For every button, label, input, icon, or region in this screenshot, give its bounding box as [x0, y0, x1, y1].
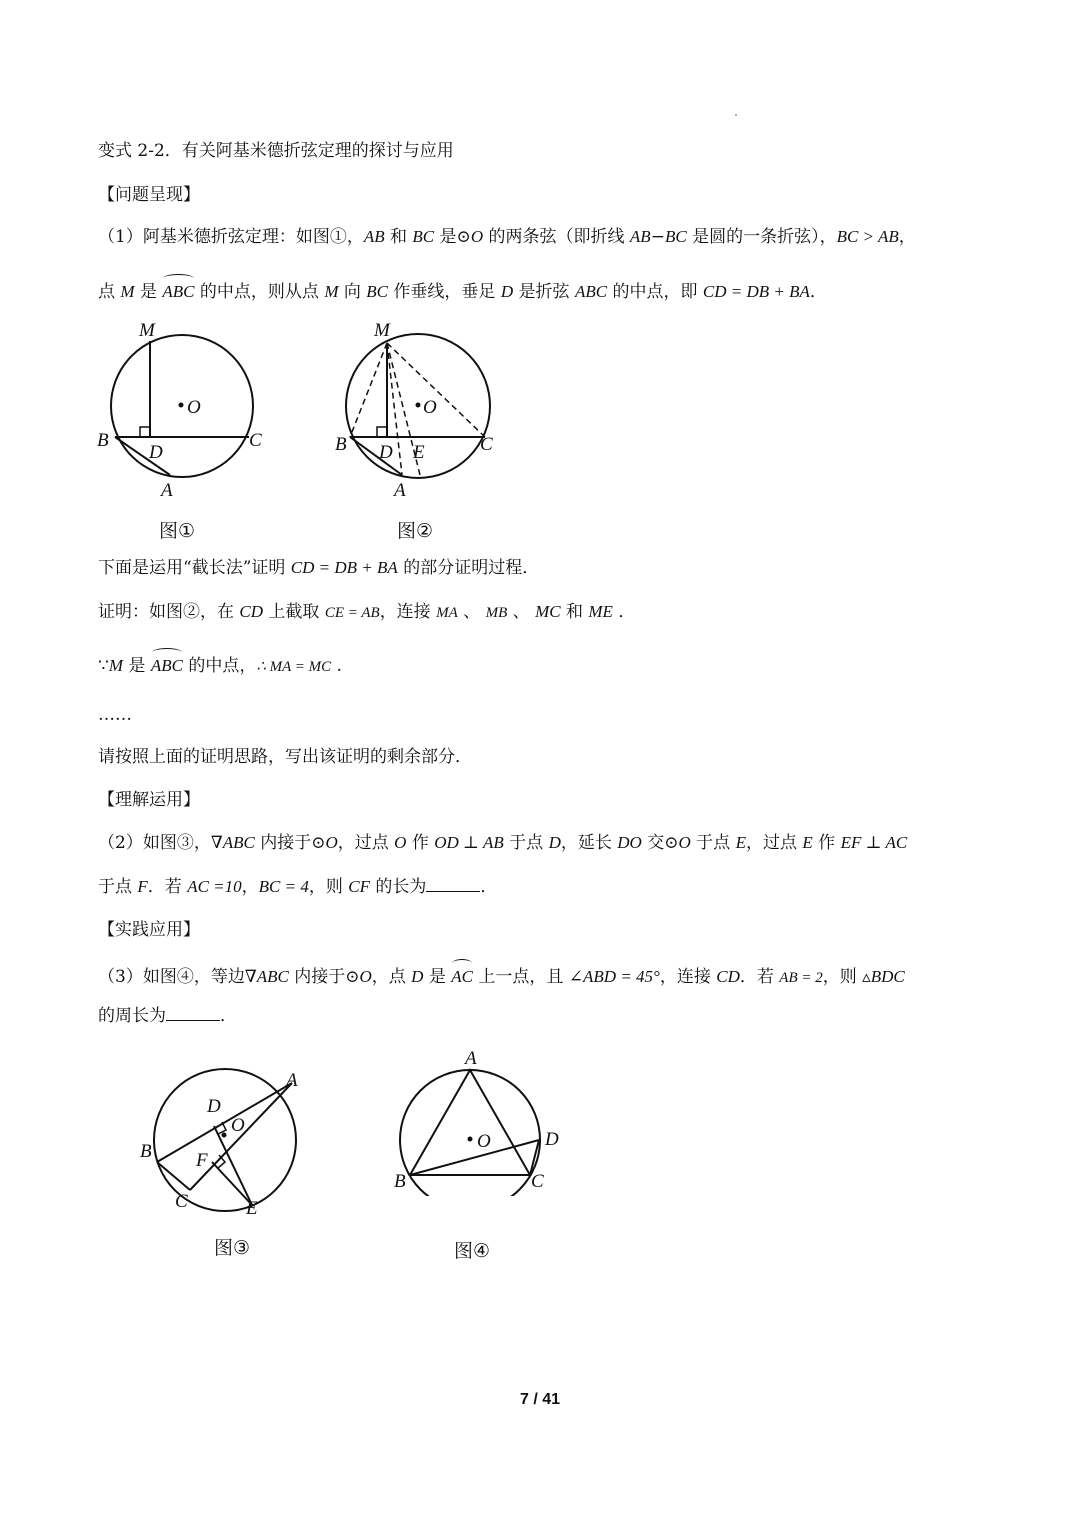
- fig1-label-m: M: [139, 320, 155, 341]
- fig3-label-a: A: [286, 1070, 298, 1091]
- fig4-label-c: C: [531, 1171, 544, 1192]
- paragraph-theorem: （1）阿基米德折弦定理：如图①，AB 和 BC 是⊙O 的两条弦（即折线 AB−BC 是圆的一条折弦），BC > AB，: [98, 227, 916, 247]
- fig1-label-c: C: [249, 430, 262, 451]
- fig3-circle: [154, 1069, 296, 1211]
- arc-abc-2: ABC: [151, 650, 183, 678]
- paragraph-question-2: （2）如图③，∇ABC 内接于⊙O，过点 O 作 OD ⊥ AB 于点 D，延长 DO 交⊙O 于点 E，过点 E 作 EF ⊥ AC: [98, 833, 908, 853]
- figure-2-caption: 图②: [397, 520, 434, 542]
- fig3-label-f: F: [196, 1150, 208, 1171]
- fig2-center-dot: [416, 403, 421, 408]
- fig2-label-b: B: [335, 434, 347, 455]
- figure-4: [388, 1046, 578, 1196]
- fig1-right-angle: [140, 427, 150, 437]
- problem-title: 变式 2-2．有关阿基米德折弦定理的探讨与应用: [98, 141, 454, 161]
- fig4-label-b: B: [394, 1171, 406, 1192]
- fig3-label-d: D: [207, 1096, 221, 1117]
- fig2-label-o: O: [423, 397, 437, 418]
- fig1-label-a: A: [161, 480, 173, 501]
- fig1-label-d: D: [149, 442, 163, 463]
- answer-blank-3[interactable]: [166, 1004, 220, 1021]
- fig2-label-d: D: [379, 442, 393, 463]
- fig3-label-b: B: [140, 1141, 152, 1162]
- fig3-label-e: E: [246, 1198, 258, 1219]
- figure-1-caption: 图①: [159, 520, 196, 542]
- paragraph-question-2-cont: 于点 F．若 AC =10，BC = 4，则 CF 的长为 ．: [98, 877, 498, 897]
- fig4-center-dot: [468, 1137, 473, 1142]
- section-heading-problem: 【问题呈现】: [98, 185, 200, 205]
- arc-abc: ABC: [162, 276, 194, 304]
- section-heading-practice: 【实践应用】: [98, 920, 200, 940]
- paragraph-question-3: （3）如图④，等边∇ABC 内接于⊙O，点 D 是 AC 上一点，且 ∠ABD = 45°，连接 CD．若 AB = 2，则 ▵BDC: [98, 961, 905, 990]
- fig1-label-b: B: [97, 430, 109, 451]
- fig3-chord-ab: [157, 1083, 292, 1162]
- paragraph-theorem-cont: 点 M 是 ABC 的中点，则从点 M 向 BC 作垂线，垂足 D 是折弦 ABC 的中点，即 CD = DB + BA．: [98, 276, 827, 304]
- fig4-label-o: O: [477, 1131, 491, 1152]
- fig3-label-c: C: [175, 1191, 188, 1212]
- fig3-center-dot: [222, 1133, 227, 1138]
- fig4-circle: [400, 1070, 540, 1196]
- fig4-label-d: D: [545, 1129, 559, 1150]
- fig1-label-o: O: [187, 397, 201, 418]
- fig1-center-dot: [179, 403, 184, 408]
- answer-blank-2[interactable]: [426, 875, 480, 892]
- section-heading-understand: 【理解运用】: [98, 790, 200, 810]
- scan-speck: [735, 114, 737, 116]
- fig2-label-c: C: [480, 434, 493, 455]
- paragraph-method: 下面是运用“截长法”证明 CD = DB + BA 的部分证明过程．: [98, 558, 540, 578]
- figure-1: [95, 312, 285, 512]
- paragraph-proof-midpoint: ∵M 是 ABC 的中点，∴ MA = MC .: [98, 650, 342, 679]
- figure-4-caption: 图④: [454, 1240, 491, 1262]
- paragraph-proof-start: 证明：如图②，在 CD 上截取 CE = AB，连接 MA 、 MB 、 MC 和 ME ．: [98, 602, 636, 622]
- fig2-chord-ba: [350, 437, 402, 475]
- fig2-segment-mb: [350, 343, 387, 437]
- fig2-label-a: A: [394, 480, 406, 501]
- fig3-line-de: [214, 1126, 252, 1205]
- paragraph-instruction: 请按照上面的证明思路，写出该证明的剩余部分．: [98, 747, 472, 767]
- paragraph-question-3-cont: 的周长为 ．: [98, 1006, 237, 1026]
- page-number: 7 / 41: [519, 1391, 561, 1408]
- fig2-right-angle: [377, 427, 387, 437]
- fig3-chord-ac: [190, 1083, 292, 1190]
- figure-3: [135, 1052, 335, 1227]
- fig3-label-o: O: [231, 1115, 245, 1136]
- fig3-right-angle-f: [218, 1155, 225, 1168]
- fig2-label-e: E: [413, 442, 425, 463]
- fig3-chord-bc: [157, 1162, 190, 1190]
- figure-2: [332, 312, 512, 512]
- ellipsis: ……: [98, 705, 132, 725]
- fig4-label-a: A: [465, 1048, 477, 1069]
- fig2-label-m: M: [374, 320, 390, 341]
- arc-ac: AC: [451, 961, 473, 989]
- figure-3-caption: 图③: [214, 1237, 251, 1259]
